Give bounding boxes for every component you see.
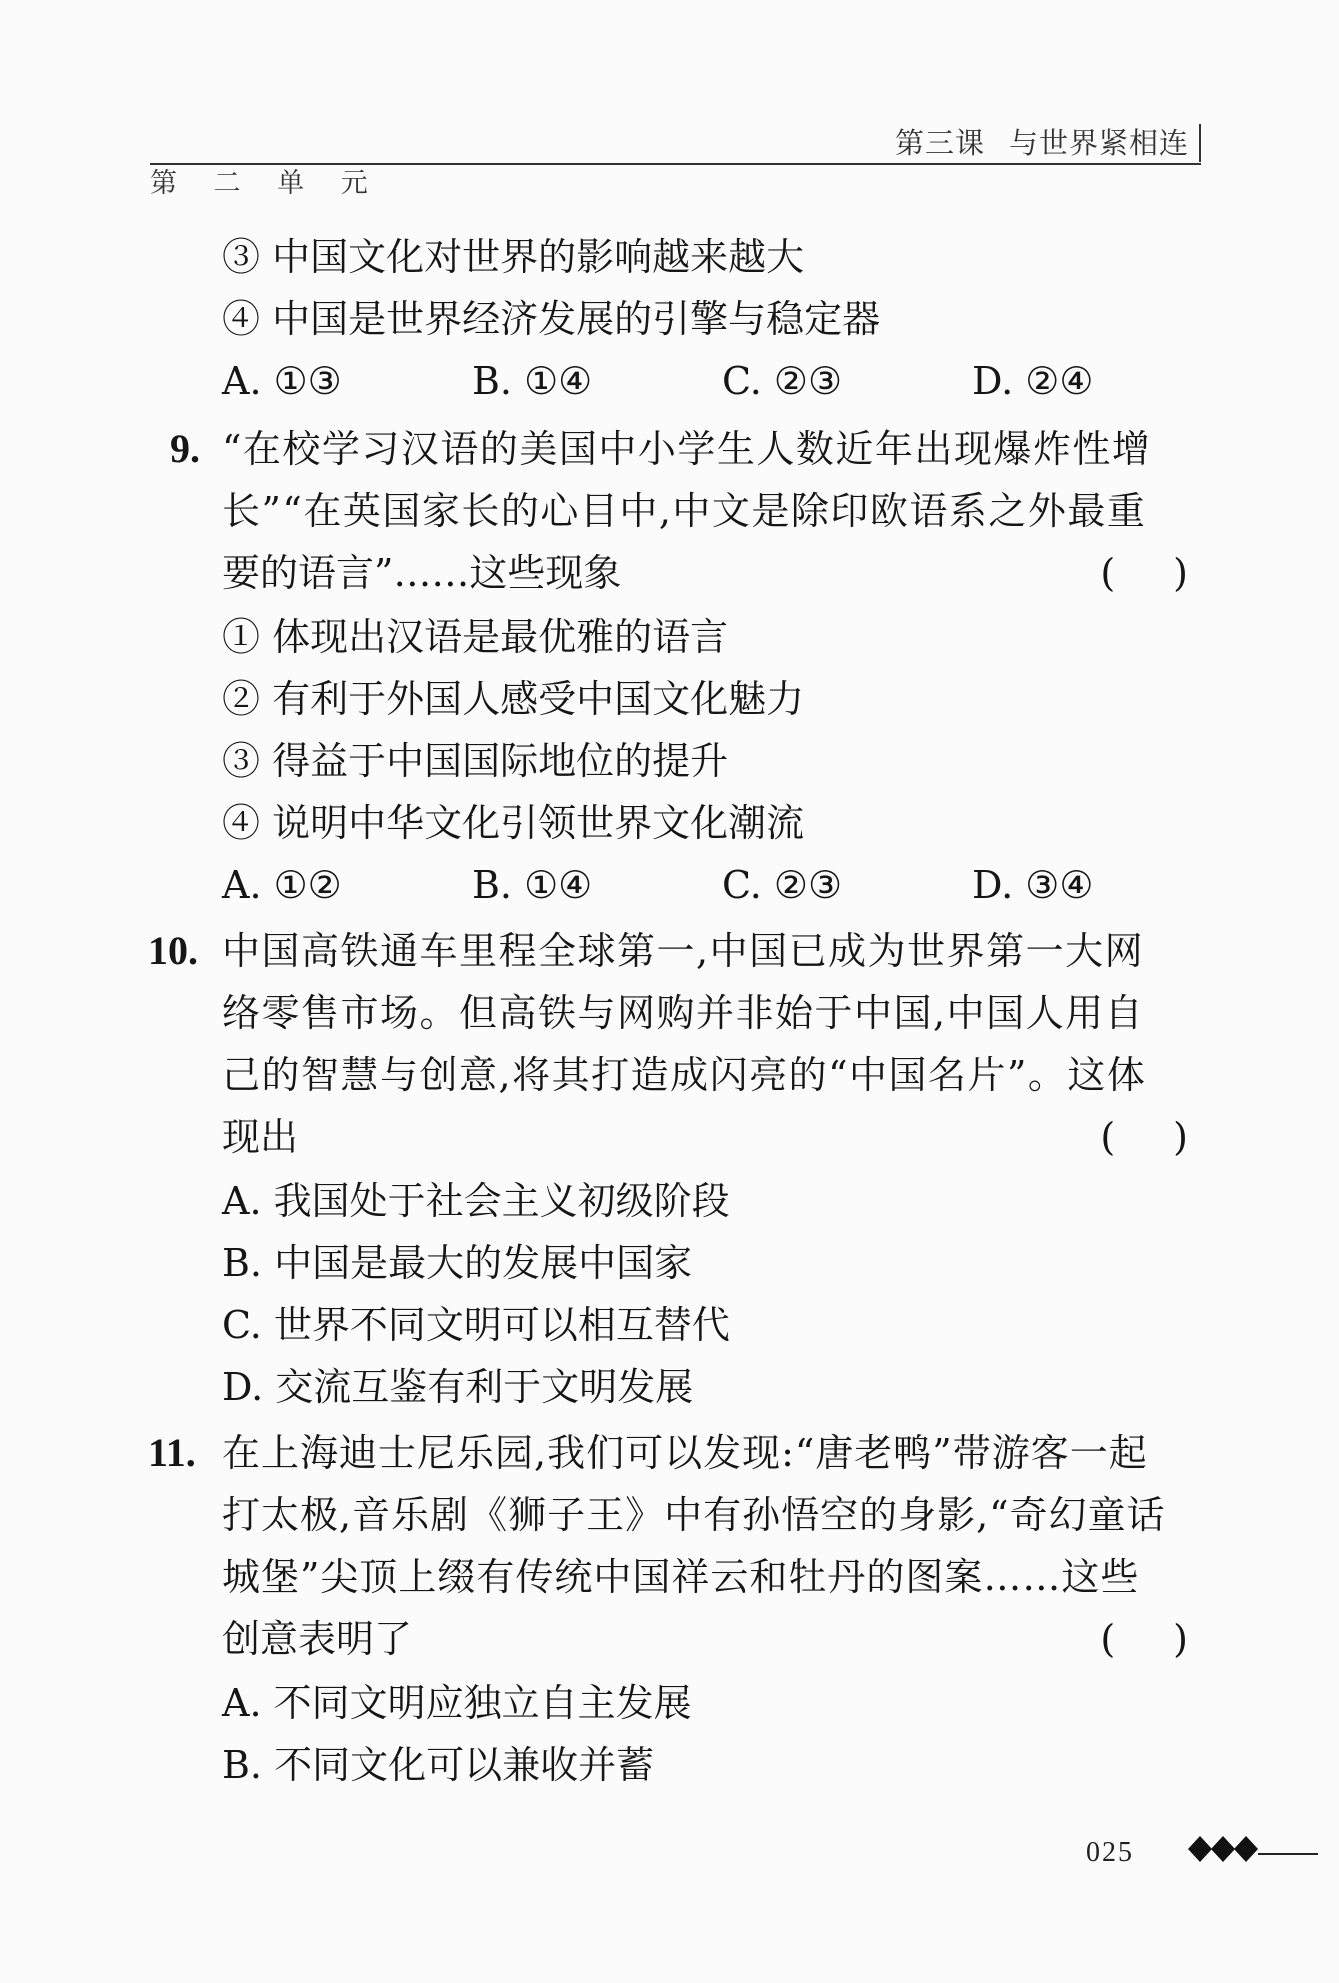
q11-number: 11. — [148, 1430, 196, 1475]
q11-stem-line-last — [222, 1614, 1188, 1664]
q9-choice-b: B. ①④ — [472, 863, 593, 907]
q9-option-3: ③ 得益于中国国际地位的提升 — [222, 739, 729, 783]
lesson-title: 与世界紧相连 — [1008, 126, 1189, 160]
q9-stem-text: 要的语言”……这些现象 — [222, 551, 622, 595]
q9-choice-a: A. ①② — [222, 863, 342, 907]
q8-choice-b: B. ①④ — [472, 359, 593, 403]
q10-stem-line-last — [222, 1112, 1188, 1162]
q10-stem-line: 络零售市场。但高铁与网购并非始于中国,中国人用自 — [222, 991, 1145, 1035]
q11-option-b: B. 不同文化可以兼收并蓄 — [222, 1743, 655, 1787]
q9-stem-line: “在校学习汉语的美国中小学生人数近年出现爆炸性增 — [222, 427, 1152, 471]
q9-option-2: ② 有利于外国人感受中国文化魅力 — [222, 677, 805, 721]
q11-answer-blank[interactable]: ( ) — [1100, 1617, 1188, 1661]
q10-option-a: A. 我国处于社会主义初级阶段 — [222, 1179, 730, 1223]
q9-option-1: ① 体现出汉语是最优雅的语言 — [222, 615, 729, 659]
q9-stem-line: 长”“在英国家长的心目中,中文是除印欧语系之外最重 — [222, 489, 1147, 533]
q11-option-a: A. 不同文明应独立自主发展 — [222, 1681, 692, 1725]
q10-stem-line: 中国高铁通车里程全球第一,中国已成为世界第一大网 — [222, 929, 1145, 973]
q8-choice-a: A. ①③ — [222, 359, 342, 403]
q10-number: 10. — [148, 928, 198, 973]
q8-option-3: ③ 中国文化对世界的影响越来越大 — [222, 235, 805, 279]
q10-stem-text: 现出 — [222, 1115, 299, 1159]
q10-option-d: D. 交流互鉴有利于文明发展 — [222, 1365, 694, 1409]
lesson-label: 第三课 — [894, 126, 985, 160]
q8-choice-d: D. ②④ — [972, 359, 1094, 403]
q9-choices — [222, 860, 1182, 910]
diamond-ornament-icon — [1188, 1832, 1258, 1866]
q9-number: 9. — [170, 426, 200, 471]
q10-option-c: C. 世界不同文明可以相互替代 — [222, 1303, 730, 1347]
header-rule — [150, 163, 1201, 165]
q9-stem-line-last — [222, 548, 1188, 598]
page-number: 025 — [1086, 1837, 1134, 1868]
q8-option-4: ④ 中国是世界经济发展的引擎与稳定器 — [222, 297, 881, 341]
q10-answer-blank[interactable]: ( ) — [1100, 1115, 1188, 1159]
q11-stem-line: 打太极,音乐剧《狮子王》中有孙悟空的身影,“奇幻童话 — [222, 1493, 1166, 1537]
q8-choice-c: C. ②③ — [722, 359, 843, 403]
q9-choice-d: D. ③④ — [972, 863, 1094, 907]
q11-stem-line: 在上海迪士尼乐园,我们可以发现:“唐老鸭”带游客一起 — [222, 1431, 1148, 1475]
footer-rule — [1258, 1853, 1318, 1855]
q11-stem-text: 创意表明了 — [222, 1617, 413, 1661]
q9-choice-c: C. ②③ — [722, 863, 843, 907]
q8-choices — [222, 356, 1182, 406]
q10-stem-line: 己的智慧与创意,将其打造成闪亮的“中国名片”。这体 — [222, 1053, 1147, 1097]
q9-answer-blank[interactable]: ( ) — [1100, 551, 1188, 595]
q11-stem-line: 城堡”尖顶上缀有传统中国祥云和牡丹的图案……这些 — [222, 1555, 1140, 1599]
q9-option-4: ④ 说明中华文化引领世界文化潮流 — [222, 801, 805, 845]
running-header — [895, 124, 1201, 162]
unit-label: 第 二 单 元 — [150, 168, 382, 199]
q10-option-b: B. 中国是最大的发展中国家 — [222, 1241, 693, 1285]
